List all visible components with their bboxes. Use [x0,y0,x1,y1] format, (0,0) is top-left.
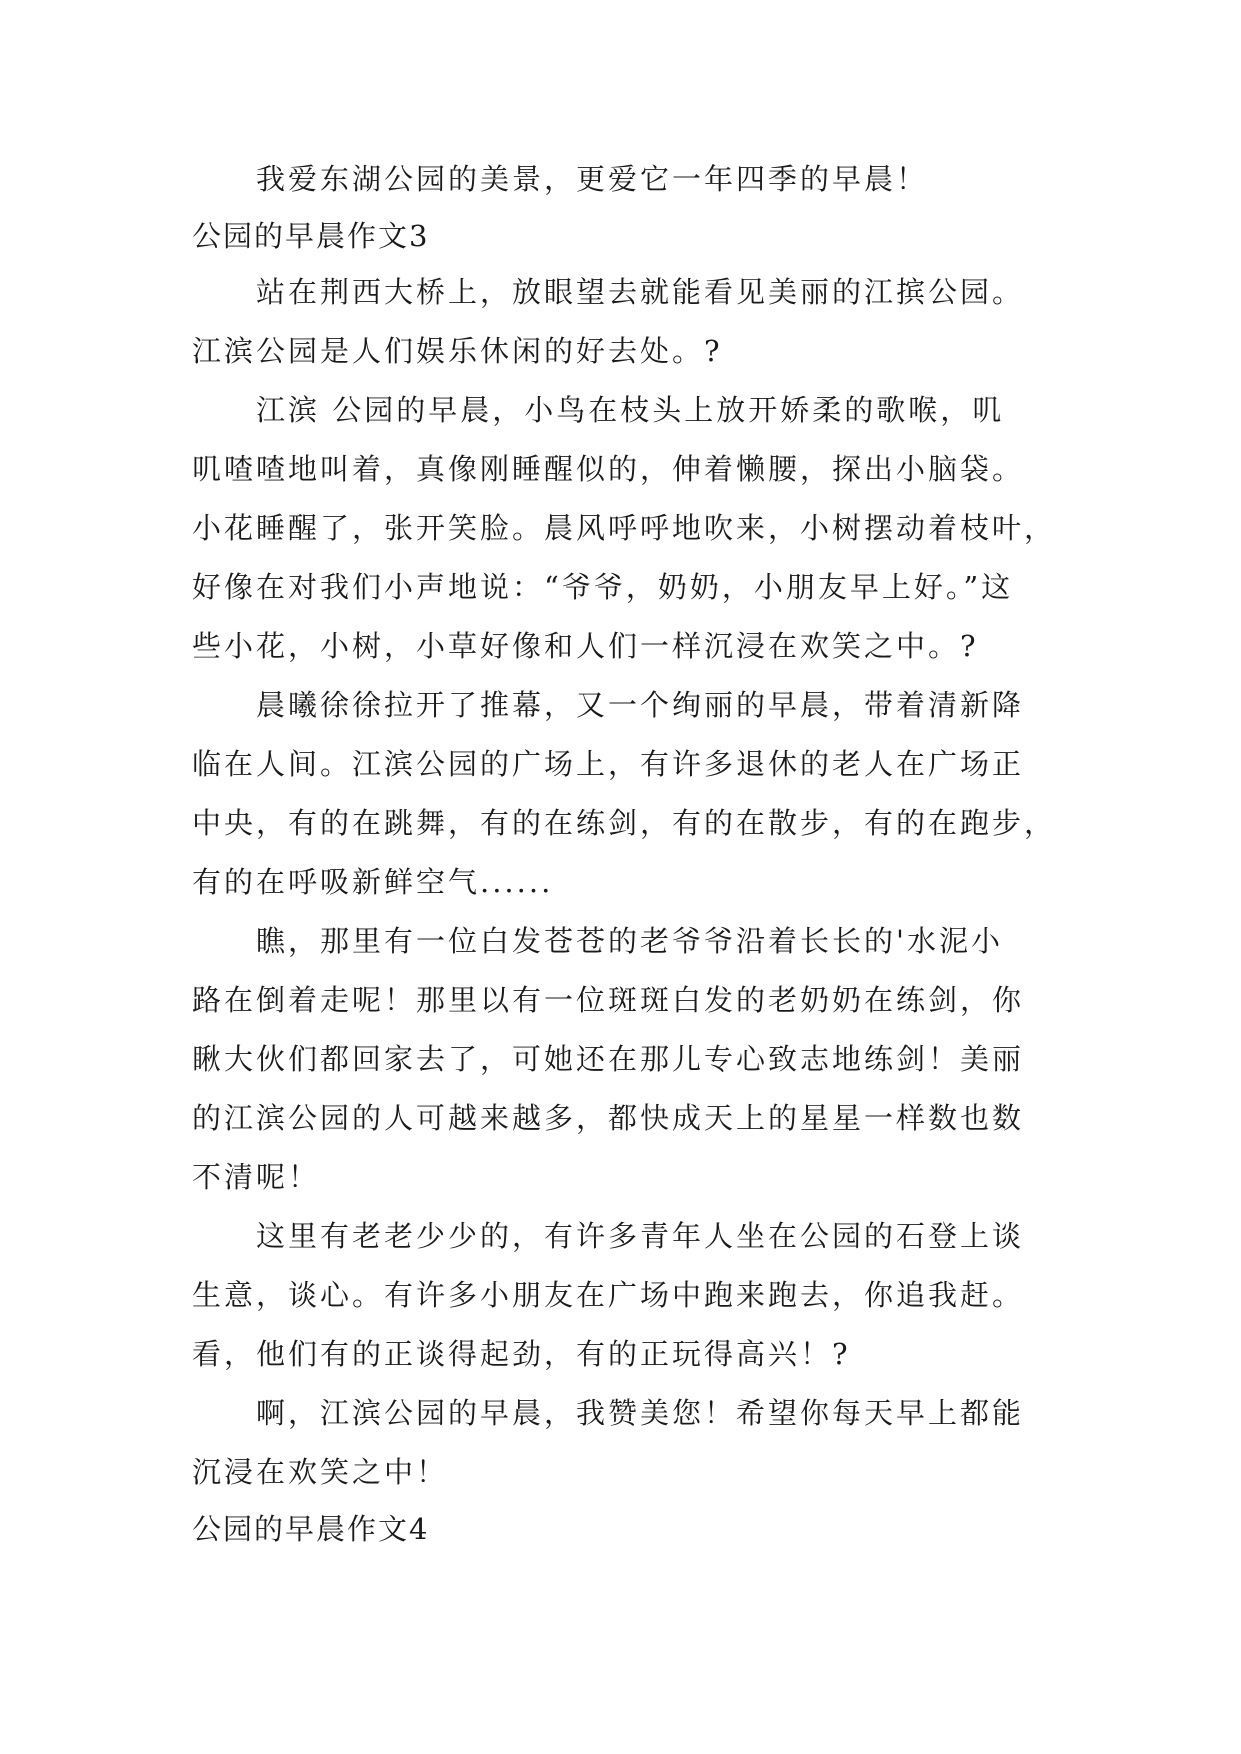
paragraph-line: 叽喳喳地叫着，真像刚睡醒似的，伸着懒腰，探出小脑袋。 [192,452,1025,486]
paragraph-line: 中央，有的在跳舞，有的在练剑，有的在散步，有的在跑步， [192,806,1057,840]
paragraph-line: 江滨 公园的早晨，小鸟在枝头上放开娇柔的歌喉，叽 [256,393,1005,427]
paragraph-line: 看，他们有的正谈得起劲，有的正玩得高兴！? [192,1337,851,1371]
paragraph-line: 路在倒着走呢！那里以有一位斑斑白发的老奶奶在练剑，你 [192,983,1025,1017]
paragraph-line: 江滨公园是人们娱乐休闲的好去处。? [192,334,723,368]
paragraph-line: 不清呢！ [192,1160,321,1194]
paragraph-line: 临在人间。江滨公园的广场上，有许多退休的老人在广场正 [192,747,1025,781]
paragraph-line: 好像在对我们小声地说：“爷爷，奶奶，小朋友早上好。”这 [192,570,1014,604]
paragraph-line: 站在荆西大桥上，放眼望去就能看见美丽的江摈公园。 [256,275,1025,309]
paragraph-line: 我爱东湖公园的美景，更爱它一年四季的早晨！ [256,162,929,196]
paragraph-line: 生意，谈心。有许多小朋友在广场中跑来跑去，你追我赶。 [192,1278,1025,1312]
document-body [192,150,1057,1556]
paragraph-line: 小花睡醒了，张开笑脸。晨风呼呼地吹来，小树摆动着枝叶， [192,511,1057,545]
section-heading: 公园的早晨作文3 [192,219,430,253]
paragraph-line: 些小花，小树，小草好像和人们一样沉浸在欢笑之中。? [192,629,979,663]
paragraph-line: 瞅大伙们都回家去了，可她还在那儿专心致志地练剑！美丽 [192,1042,1025,1076]
paragraph-line: 的江滨公园的人可越来越多，都快成天上的星星一样数也数 [192,1101,1025,1135]
paragraph-line: 沉浸在欢笑之中！ [192,1455,449,1489]
paragraph-line: 啊，江滨公园的早晨，我赞美您！希望你每天早上都能 [256,1396,1025,1430]
paragraph-line: 瞧，那里有一位白发苍苍的老爷爷沿着长长的'水泥小 [256,924,1003,958]
section-heading: 公园的早晨作文4 [192,1512,430,1546]
paragraph-line: 晨曦徐徐拉开了推幕，又一个绚丽的早晨，带着清新降 [256,688,1025,722]
paragraph-line: 有的在呼吸新鲜空气...... [192,865,554,899]
paragraph-line: 这里有老老少少的，有许多青年人坐在公园的石登上谈 [256,1219,1025,1253]
